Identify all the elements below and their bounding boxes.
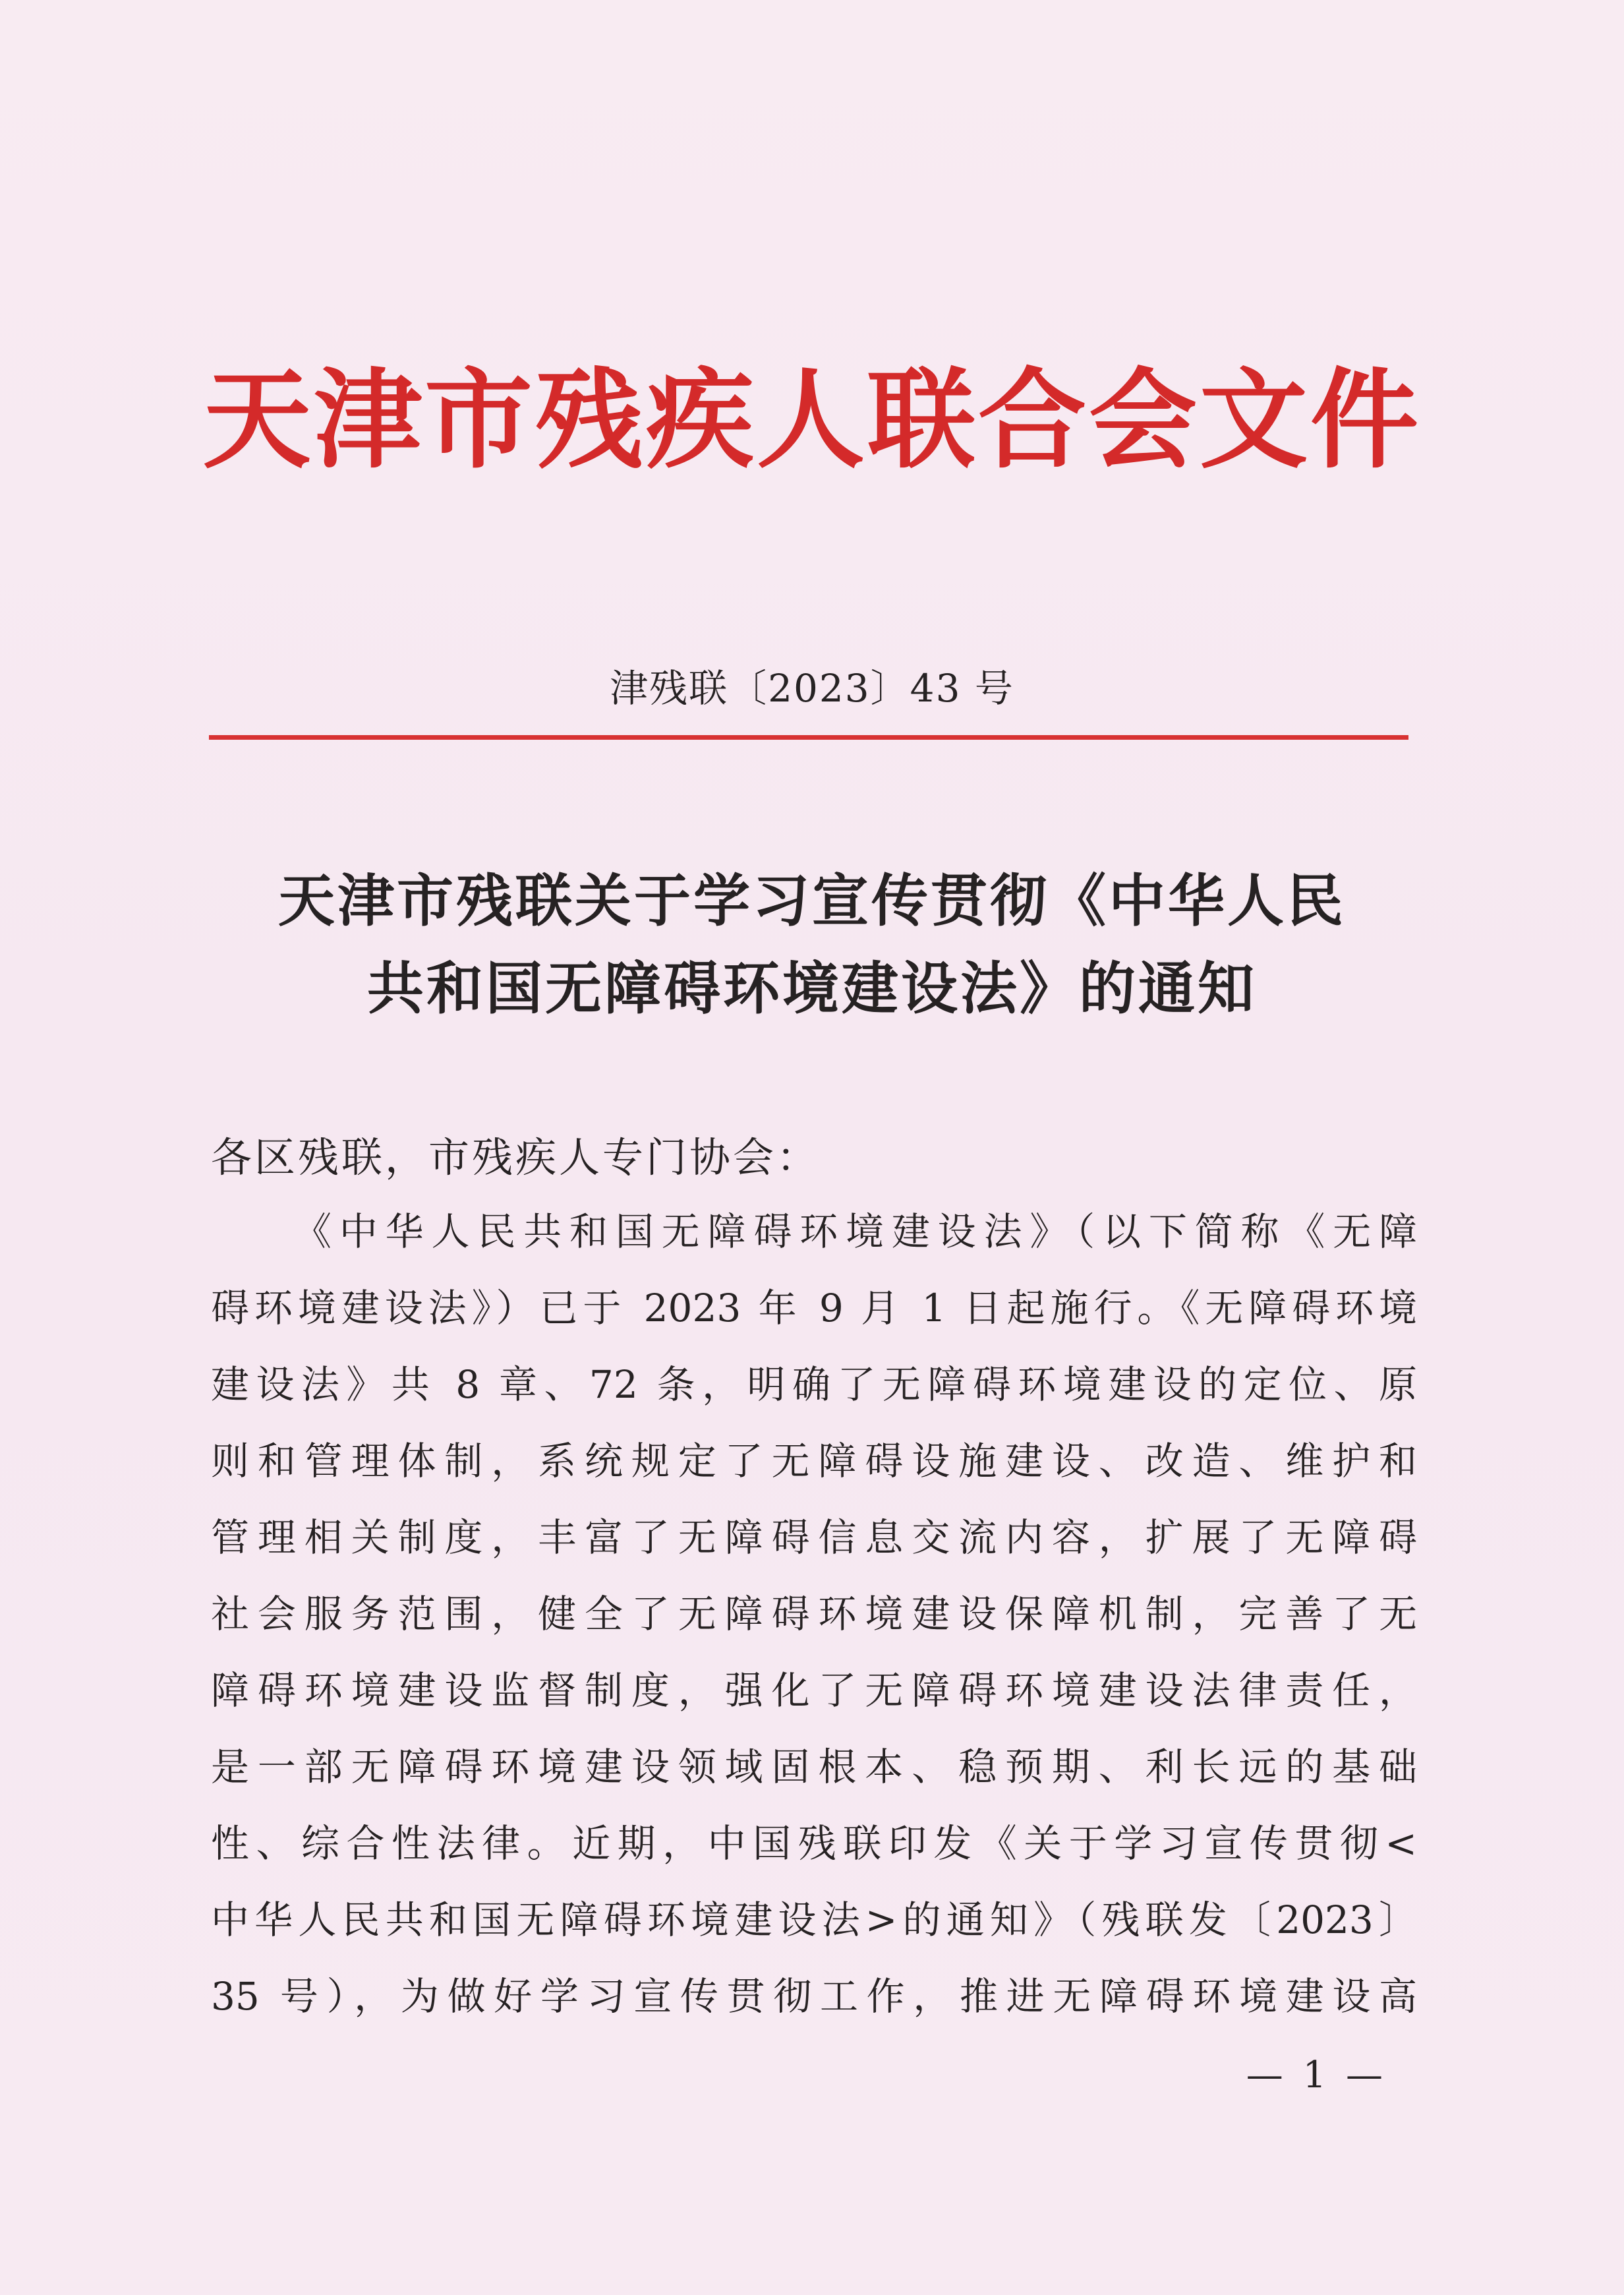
title-line-1: 天津市残联关于学习宣传贯彻《中华人民 xyxy=(278,868,1346,934)
title-line-2: 共和国无障碍环境建设法》的通知 xyxy=(367,955,1257,1022)
body-line-7: 障碍环境建设监督制度，强化了无障碍环境建设法律责任， xyxy=(211,1668,1417,1713)
document-number: 津残联〔2023〕43 号 xyxy=(610,666,1014,711)
body-line-8: 是一部无障碍环境建设领域固根本、稳预期、利长远的基础 xyxy=(211,1744,1417,1789)
body-line-4: 则和管理体制，系统规定了无障碍设施建设、改造、维护和 xyxy=(211,1439,1417,1483)
body-line-10: 中华人民共和国无障碍环境建设法>的通知》（残联发〔2023〕 xyxy=(211,1897,1417,1942)
body-line-11: 35 号），为做好学习宣传贯彻工作，推进无障碍环境建设高 xyxy=(211,1974,1417,2019)
page-number: — 1 — xyxy=(1246,2054,1387,2097)
body-line-3: 建设法》共 8 章、72 条，明确了无障碍环境建设的定位、原 xyxy=(211,1362,1417,1407)
body-line-1: 《中华人民共和国无障碍环境建设法》（以下简称《无障 xyxy=(293,1209,1417,1254)
body-line-6: 社会服务范围，健全了无障碍环境建设保障机制，完善了无 xyxy=(211,1592,1417,1636)
org-header-title: 天津市残疾人联合会文件 xyxy=(202,356,1421,483)
document-title xyxy=(0,857,1624,1032)
body-line-5: 管理相关制度，丰富了无障碍信息交流内容，扩展了无障碍 xyxy=(211,1515,1417,1560)
salutation: 各区残联，市残疾人专门协会： xyxy=(211,1133,821,1181)
body-line-9: 性、综合性法律。近期，中国残联印发《关于学习宣传贯彻< xyxy=(211,1821,1417,1866)
body-line-2: 碍环境建设法》）已于 2023 年 9 月 1 日起施行。《无障碍环境 xyxy=(211,1286,1417,1330)
red-divider-line xyxy=(209,735,1408,740)
body-paragraph xyxy=(211,1193,1417,2035)
